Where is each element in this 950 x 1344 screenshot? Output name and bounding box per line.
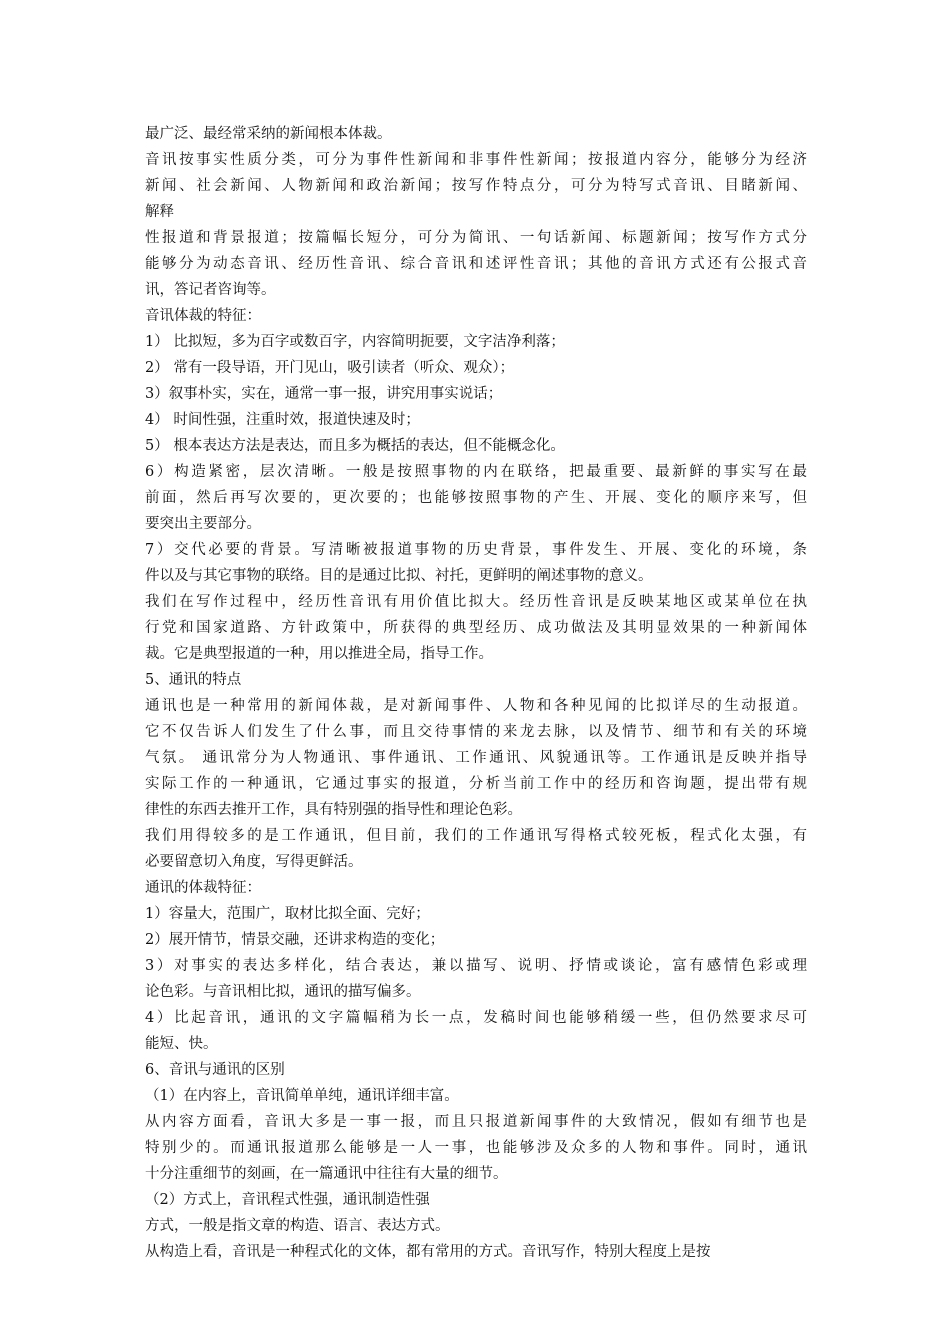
text-line: 实际工作的一种通讯，它通过事实的报道，分析当前工作中的经历和咨询题，提出带有规 [145, 776, 807, 792]
text-line: 我们用得较多的是工作通讯，但目前，我们的工作通讯写得格式较死板，程式化太强，有 [145, 828, 807, 844]
text-line: 方式，一般是指文章的构造、语言、表达方式。 [145, 1218, 450, 1234]
text-line: 6）构造紧密，层次清晰。一般是按照事物的内在联络，把最重要、最新鲜的事实写在最 [145, 464, 807, 480]
text-line: 能够分为动态音讯、经历性音讯、综合音讯和述评性音讯；其他的音讯方式还有公报式音 [145, 256, 807, 272]
text-line: 1）容量大，范围广，取材比拟全面、完好； [145, 906, 430, 922]
text-line: （1）在内容上，音讯简单单纯，通讯详细丰富。 [145, 1088, 459, 1104]
text-line: 气氛。 通讯常分为人物通讯、事件通讯、工作通讯、风貌通讯等。工作通讯是反映并指导 [145, 750, 807, 766]
text-line: 件以及与其它事物的联络。目的是通过比拟、衬托，更鲜明的阐述事物的意义。 [145, 568, 653, 584]
text-line: 1） 比拟短，多为百字或数百字，内容简明扼要，文字洁净利落； [145, 334, 565, 350]
text-line: 4）比起音讯，通讯的文字篇幅稍为长一点，发稿时间也能够稍缓一些，但仍然要求尽可 [145, 1010, 807, 1026]
text-line: 6、音讯与通讯的区别 [145, 1062, 285, 1078]
text-line: 必要留意切入角度，写得更鲜活。 [145, 854, 363, 870]
text-line: 律性的东西去推开工作，具有特别强的指导性和理论色彩。 [145, 802, 522, 818]
text-line: 讯，答记者咨询等。 [145, 282, 276, 298]
text-line: 音讯体裁的特征： [145, 308, 261, 324]
text-line: 7）交代必要的背景。写清晰被报道事物的历史背景，事件发生、开展、变化的环境，条 [145, 542, 807, 558]
text-line: 3）对事实的表达多样化，结合表达，兼以描写、说明、抒情或谈论，富有感情色彩或理 [145, 958, 807, 974]
text-line: 解释 [145, 204, 174, 220]
text-line: 行党和国家道路、方针政策中，所获得的典型经历、成功做法及其明显效果的一种新闻体 [145, 620, 807, 636]
text-line: 5、通讯的特点 [145, 672, 242, 688]
text-line: 从内容方面看，音讯大多是一事一报，而且只报道新闻事件的大致情况，假如有细节也是 [145, 1114, 807, 1130]
text-line: 论色彩。与音讯相比拟，通讯的描写偏多。 [145, 984, 421, 1000]
text-line: 音讯按事实性质分类，可分为事件性新闻和非事件性新闻；按报道内容分，能够分为经济 [145, 152, 807, 168]
text-line: 十分注重细节的刻画，在一篇通讯中往往有大量的细节。 [145, 1166, 508, 1182]
text-line: （2）方式上，音讯程式性强，通讯制造性强 [145, 1192, 430, 1208]
document-body [145, 121, 807, 1265]
text-line: 它不仅告诉人们发生了什么事，而且交待事情的来龙去脉，以及情节、细节和有关的环境 [145, 724, 807, 740]
text-line: 2） 常有一段导语，开门见山，吸引读者（听众、观众）； [145, 360, 515, 376]
text-line: 要突出主要部分。 [145, 516, 261, 532]
text-line: 能短、快。 [145, 1036, 218, 1052]
text-line: 通讯的体裁特征： [145, 880, 261, 896]
text-line: 从构造上看，音讯是一种程式化的文体，都有常用的方式。音讯写作，特别大程度上是按 [145, 1244, 711, 1260]
text-line: 最广泛、最经常采纳的新闻根本体裁。 [145, 126, 392, 142]
text-line: 5） 根本表达方法是表达，而且多为概括的表达，但不能概念化。 [145, 438, 565, 454]
text-line: 性报道和背景报道；按篇幅长短分，可分为简讯、一句话新闻、标题新闻；按写作方式分 [145, 230, 807, 246]
text-line: 特别少的。而通讯报道那么能够是一人一事，也能够涉及众多的人物和事件。同时，通讯 [145, 1140, 807, 1156]
text-line: 新闻、社会新闻、人物新闻和政治新闻；按写作特点分，可分为特写式音讯、目睹新闻、 [145, 178, 807, 194]
text-line: 我们在写作过程中，经历性音讯有用价值比拟大。经历性音讯是反映某地区或某单位在执 [145, 594, 807, 610]
text-line: 3）叙事朴实，实在，通常一事一报，讲究用事实说话； [145, 386, 503, 402]
text-line: 前面，然后再写次要的，更次要的；也能够按照事物的产生、开展、变化的顺序来写，但 [145, 490, 807, 506]
text-line: 裁。它是典型报道的一种，用以推进全局，指导工作。 [145, 646, 493, 662]
text-line: 4） 时间性强，注重时效，报道快速及时； [145, 412, 420, 428]
text-line: 通讯也是一种常用的新闻体裁，是对新闻事件、人物和各种见闻的比拟详尽的生动报道。 [145, 698, 807, 714]
text-line: 2）展开情节，情景交融，还讲求构造的变化； [145, 932, 445, 948]
